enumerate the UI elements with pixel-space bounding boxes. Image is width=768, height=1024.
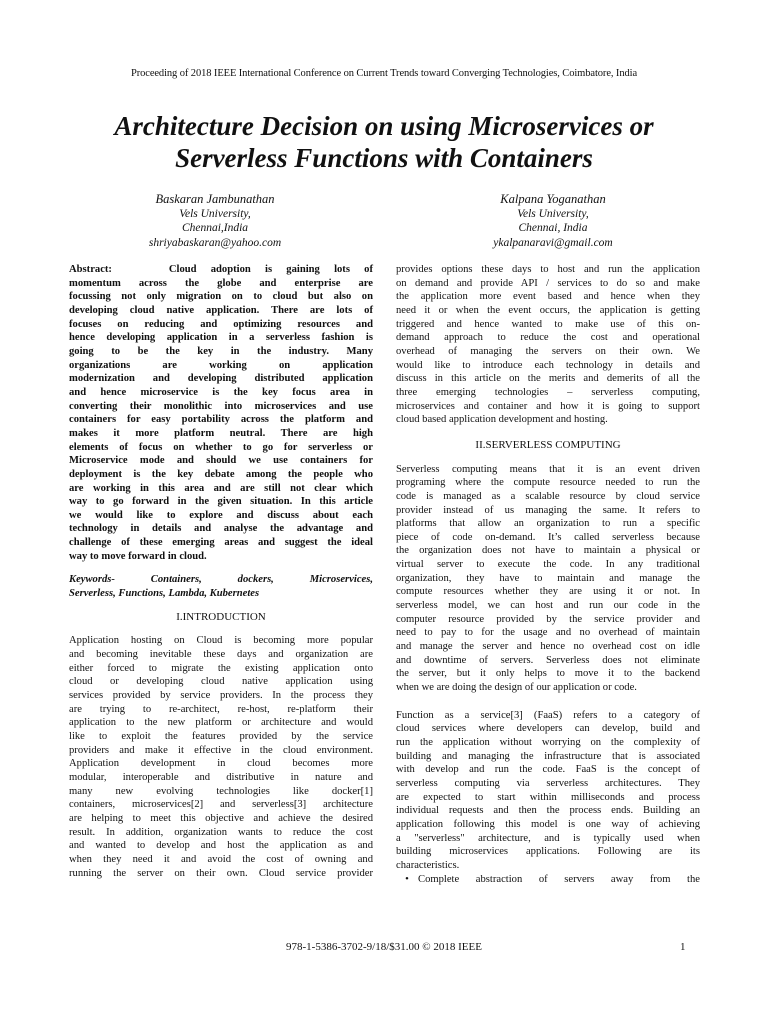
text-line: deployment is the key debate among the people who [69, 468, 373, 480]
text-line: many new evolving technologies like docker[1] [69, 785, 373, 797]
text-line: cloud services where developers can develop, build and [396, 723, 700, 735]
text-line: are expected to start within milliseconds and process [396, 791, 700, 803]
text-line: way to go forward in the given situation. In this article [69, 496, 373, 508]
text-line: overhead of managing the servers on their own. We [396, 345, 700, 357]
text-line: and wanted to develop and host the application as and [69, 840, 373, 852]
text-line: are trying to re-architect, re-host, re-platform their [69, 703, 373, 715]
text-line: discuss in this article on the merits and demerits of all the [396, 373, 700, 385]
text-line: piece of code on-demand. It’s called serverless because [396, 531, 700, 543]
text-line: momentum across the globe and enterprise are [69, 277, 373, 289]
text-line: cloud based application development and hosting. [396, 414, 608, 426]
author-block-2 [423, 192, 683, 250]
page-number: 1 [680, 941, 686, 953]
author-city: Chennai, India [518, 222, 588, 234]
text-line: challenge of these emerging areas and suggest the ideal [69, 537, 373, 549]
title-line-2: Serverless Functions with Containers [175, 143, 593, 173]
author-affiliation: Vels University, [179, 207, 251, 220]
author-affiliation: Vels University, [517, 207, 589, 220]
text-line: Application hosting on Cloud is becoming more popular [69, 635, 373, 647]
text-line: Serverless computing means that it is an event driven [396, 463, 700, 475]
text-line: code is managed as a scalable resource by cloud service [396, 490, 700, 502]
serverless-text [396, 463, 700, 695]
text-line: we would like to explore and discuss about each [69, 509, 373, 521]
keywords-line: Keywords- Containers, dockers, Microservices, [69, 574, 373, 586]
text-line: computer resource provided by the service provider and [396, 613, 700, 625]
keywords [69, 573, 373, 600]
text-line: containers, microservices[2] and serverless[3] architecture [69, 799, 373, 811]
text-line: hence developing application in a serverless fashion is [69, 332, 373, 344]
text-line: are working in this area and are still not clear which [69, 482, 373, 494]
text-line: the application more event based and hence when they [396, 291, 700, 303]
text-line: building and managing the infrastructure that is associated [396, 750, 700, 762]
text-line: organization, they have to maintain and manage the [396, 572, 700, 584]
text-line: going to be the key in the industry. Many [69, 345, 373, 357]
keywords-line: Serverless, Functions, Lambda, Kubernetes [69, 588, 260, 600]
text-line: application following this model is one way of achieving [396, 818, 700, 830]
text-line: run the application without worrying on the complexity of [396, 737, 700, 748]
title-line-1: Architecture Decision on using Microservices or [114, 111, 654, 141]
author-name: Baskaran Jambunathan [155, 192, 275, 206]
text-line: converting their monolithic into microservices and use [69, 400, 373, 412]
abstract-line: Abstract: Cloud adoption is gaining lots of [69, 264, 374, 275]
text-line: are helping to meet this objective and achieve the desired [69, 812, 373, 824]
author-block-1 [85, 192, 345, 250]
text-line: three emerging technologies – serverless computing, [396, 386, 700, 398]
introduction-text [69, 634, 373, 880]
text-line: and becoming inevitable these days and organization are [69, 649, 373, 661]
text-line: way to move forward in cloud. [69, 550, 207, 562]
text-line: and hence microservice is the key focus area in [69, 386, 373, 398]
text-line: modernization and developing distributed application [69, 373, 373, 385]
author-email: ykalpanaravi@gmail.com [493, 236, 613, 249]
text-line: containers for easy portability across the platform and [69, 414, 373, 426]
text-line: Microservice mode and should we use containers for [69, 455, 373, 467]
text-line: running the server on their own. Cloud service provider [69, 867, 373, 879]
text-line: when we are doing the design of our application or code. [396, 682, 637, 694]
text-line: elements of focus on whether to go for serverless or [69, 441, 373, 453]
text-line: with develop and run the code. FaaS is the concept of [396, 764, 700, 776]
text-line: demand approach to reduce the cost and operational [396, 332, 700, 344]
text-line: virtual server to execute the code. In any traditional [396, 559, 700, 571]
author-city: Chennai,India [181, 222, 249, 234]
text-line: result. In addition, organization wants to reduce the cost [69, 826, 373, 838]
paper-title [40, 110, 728, 174]
text-line: focuses on reducing and optimizing resources and [69, 318, 373, 330]
text-line: providers and make it effective in the cloud environment. [69, 744, 373, 756]
conference-header: Proceeding of 2018 IEEE International Conference on Current Trends toward Converging Technologies, Coimbatore, India [130, 68, 638, 79]
text-line: Application development in cloud becomes more [69, 758, 373, 770]
text-line: organizations are working on application [69, 359, 373, 371]
section-heading-introduction: I.INTRODUCTION [176, 610, 266, 623]
author-email: shriyabaskaran@yahoo.com [148, 236, 282, 249]
text-line: when they need it and avoid the cost of owning and [69, 853, 373, 865]
text-line: compute resources whether they are using it or not. In [396, 586, 700, 598]
text-line: a "serverless" architecture, and is typically used when [396, 832, 700, 844]
text-line: building microservices applications. Following are its [396, 846, 700, 858]
text-line: on demand and provide API / services to do so and make [396, 277, 700, 289]
text-line: the organization does not have to maintain a physical or [396, 545, 700, 557]
text-line: characteristics. [396, 859, 460, 871]
text-line: platforms that allow an organization to run a specific [396, 518, 700, 530]
footer-copyright: 978-1-5386-3702-9/18/$31.00 © 2018 IEEE [286, 941, 482, 953]
text-line: need to pay to for the usage and no overhead of maintain [396, 627, 700, 639]
text-line: would like to introduce each technology in details and [396, 359, 700, 371]
text-line: the server, but it only helps to move it to the backend [396, 668, 700, 680]
text-line: application to the new platform or architecture and would [69, 717, 373, 729]
text-line: triggered and hence wanted to make use of this on- [396, 318, 700, 330]
text-line: need it or when the event occurs, the application is getting [396, 304, 700, 316]
text-line: makes it more platform neutral. There are high [69, 427, 373, 439]
text-line: cloud or developing cloud native application using [69, 676, 373, 688]
left-column [69, 263, 373, 880]
text-line: like to exploit the features provided by the service [69, 731, 373, 742]
author-name: Kalpana Yoganathan [500, 192, 606, 206]
text-line: microservices and container and how it is going to support [396, 400, 700, 412]
faas-text [396, 709, 700, 873]
text-line: Function as a service[3] (FaaS) refers to a category of [396, 709, 700, 721]
bullet-text: Complete abstraction of servers away from the [418, 873, 700, 885]
text-line: programing where the compute resource needed to run the [396, 477, 700, 489]
introduction-continued [396, 263, 700, 427]
right-column [396, 263, 700, 886]
text-line: and downtime of servers. Serverless does not eliminate [396, 654, 700, 666]
text-line: serverless computing via serverless architectures. They [396, 777, 700, 789]
abstract-label: Abstract: [69, 264, 112, 275]
bullet-dot-icon: • [405, 873, 409, 885]
abstract [69, 263, 373, 563]
text-line: individual requests and then the process ends. Building an [396, 805, 700, 817]
text-line: services provided by service providers. In the process they [69, 690, 373, 702]
text-line: serverless model, we can host and run our code in the [396, 600, 700, 612]
text-line: focussing not only migration on to cloud but also on [69, 291, 373, 303]
text-line: modular, interoperable and distributive in nature and [69, 771, 373, 783]
section-heading-serverless: II.SERVERLESS COMPUTING [475, 438, 621, 451]
bullet-item [396, 873, 700, 887]
text-line: developing cloud native application. There are lots of [69, 304, 373, 316]
text-line: and manage the server and hence no overhead cost on idle [396, 641, 700, 653]
text-line: either forced to migrate the existing application onto [69, 662, 373, 674]
text-line: provides options these days to host and run the application [396, 264, 700, 275]
text-line: technology in details and analyse the advantage and [69, 523, 373, 535]
text-line: provider instead of us managing the same. It refers to [396, 504, 700, 516]
